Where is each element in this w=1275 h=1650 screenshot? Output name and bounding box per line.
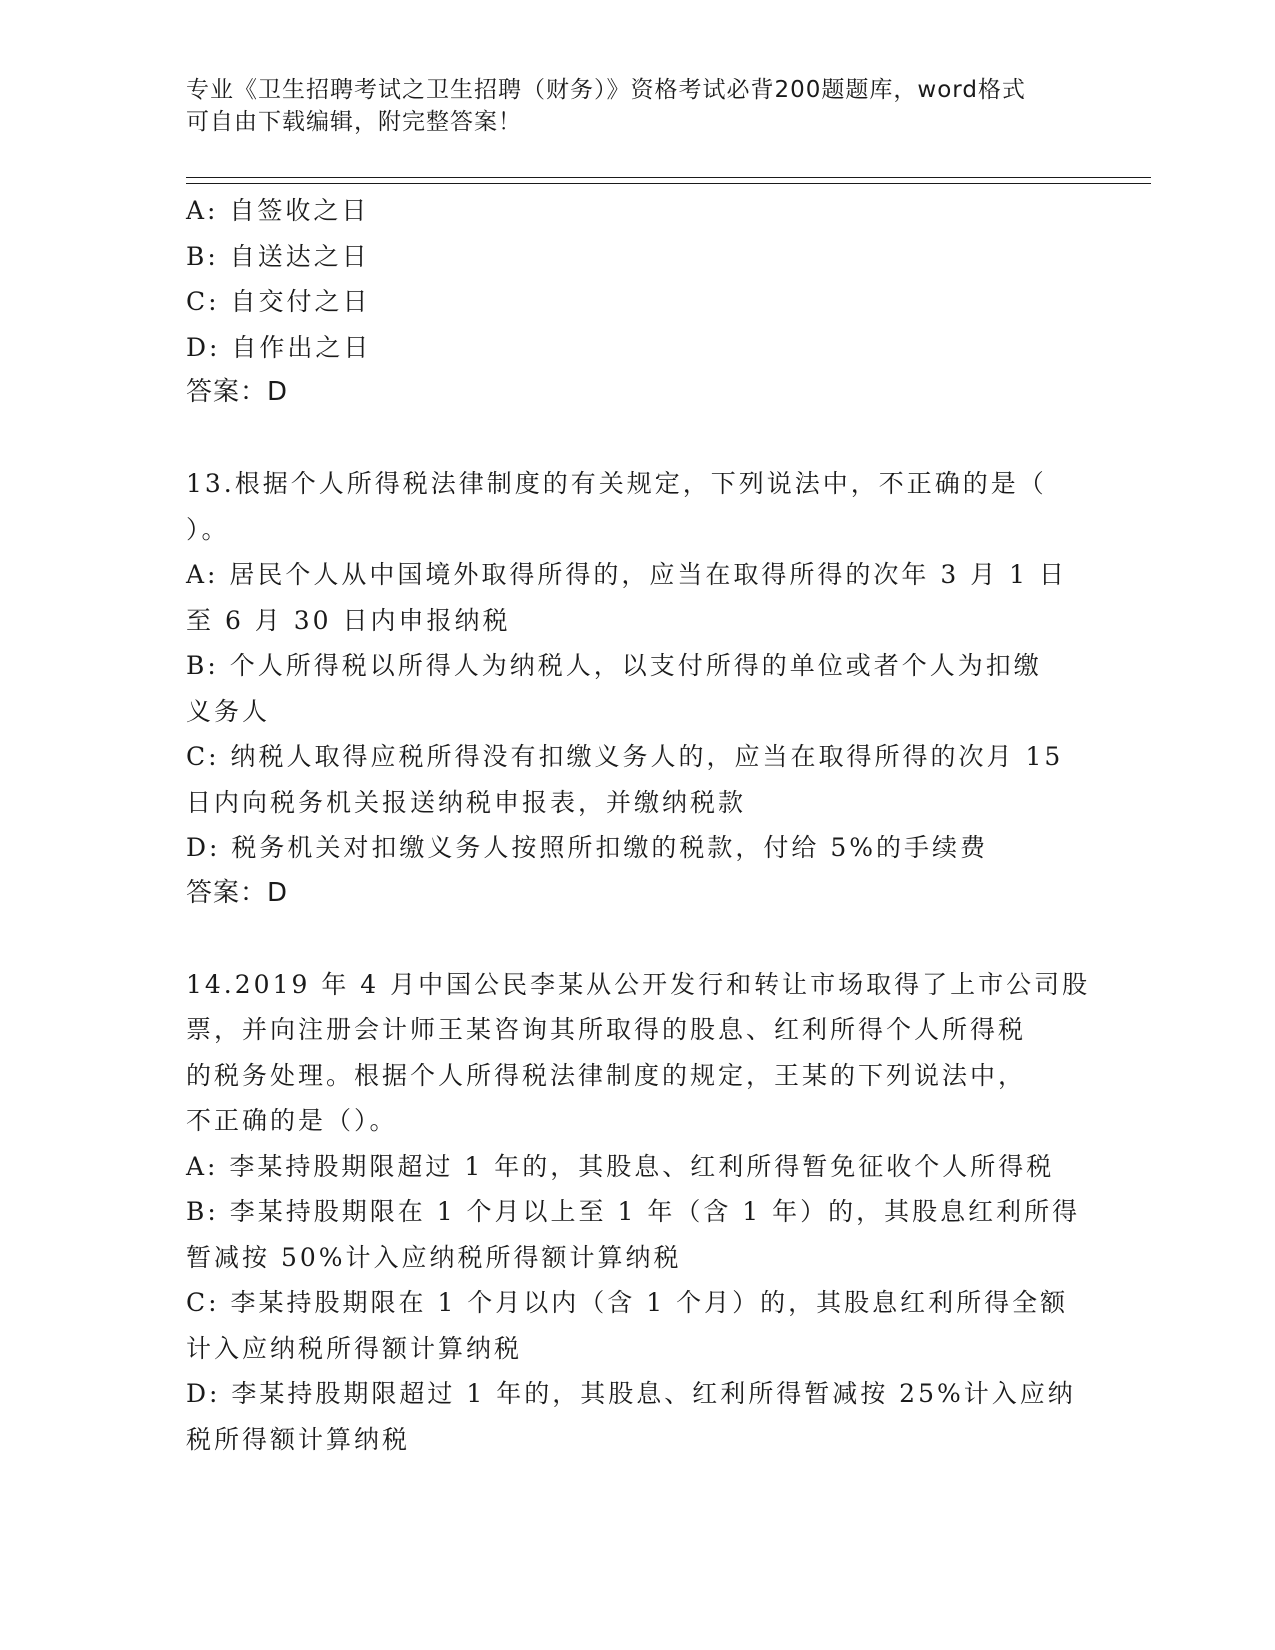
header-line-1: 专业《卫生招聘考试之卫生招聘（财务）》资格考试必背200题题库，word格式 <box>186 77 1026 103</box>
option-d: D: 李某持股期限超过 1 年的，其股息、红利所得暂减按 25%计入应纳 <box>186 1379 1076 1408</box>
option-c: C: 李某持股期限在 1 个月以内（含 1 个月）的，其股息红利所得全额 <box>186 1288 1069 1317</box>
option-c: C: 自交付之日 <box>186 287 371 316</box>
option-c: C: 纳税人取得应税所得没有扣缴义务人的，应当在取得所得的次月 15 <box>186 742 1064 771</box>
question-12 <box>186 188 1096 416</box>
question-stem-line: 13.根据个人所得税法律制度的有关规定，下列说法中，不正确的是（ <box>186 469 1047 498</box>
option-d-cont: 税所得额计算纳税 <box>186 1424 411 1454</box>
document-header <box>186 74 1066 138</box>
option-d: D: 自作出之日 <box>186 332 372 362</box>
question-13 <box>186 461 1096 916</box>
answer: 答案：D <box>186 377 289 407</box>
option-c-cont: 计入应纳税所得额计算纳税 <box>186 1333 523 1363</box>
option-b: B: 自送达之日 <box>186 241 370 271</box>
option-b-cont: 义务人 <box>186 696 271 726</box>
option-b-cont: 暂减按 50%计入应纳税所得额计算纳税 <box>186 1242 682 1272</box>
question-stem-line: 票，并向注册会计师王某咨询其所取得的股息、红利所得个人所得税 <box>186 1015 1027 1044</box>
question-stem-line: ）。 <box>186 514 230 544</box>
header-line-2: 可自由下载编辑，附完整答案！ <box>186 109 522 135</box>
option-b: B: 个人所得税以所得人为纳税人，以支付所得的单位或者个人为扣缴 <box>186 651 1042 680</box>
option-a-cont: 至 6 月 30 日内申报纳税 <box>186 605 511 635</box>
answer: 答案：D <box>186 877 289 908</box>
header-divider-bottom <box>186 183 1151 184</box>
question-14 <box>186 962 1096 1463</box>
question-stem-line: 的税务处理。根据个人所得税法律制度的规定，王某的下列说法中， <box>186 1060 1027 1090</box>
option-a: A: 李某持股期限超过 1 年的，其股息、红利所得暂免征收个人所得税 <box>186 1151 1055 1181</box>
option-b: B: 李某持股期限在 1 个月以上至 1 年（含 1 年）的，其股息红利所得 <box>186 1197 1081 1226</box>
question-stem-line: 不正确的是（）。 <box>186 1106 398 1135</box>
header-divider-top <box>186 177 1151 178</box>
option-a: A: 自签收之日 <box>186 196 370 225</box>
option-c-cont: 日内向税务机关报送纳税申报表，并缴纳税款 <box>186 787 747 817</box>
question-stem-line: 14.2019 年 4 月中国公民李某从公开发行和转让市场取得了上市公司股 <box>186 969 1091 999</box>
document-body <box>186 188 1096 1462</box>
option-d: D: 税务机关对扣缴义务人按照所扣缴的税款，付给 5%的手续费 <box>186 833 989 862</box>
option-a: A: 居民个人从中国境外取得所得的，应当在取得所得的次年 3 月 1 日 <box>186 560 1068 589</box>
